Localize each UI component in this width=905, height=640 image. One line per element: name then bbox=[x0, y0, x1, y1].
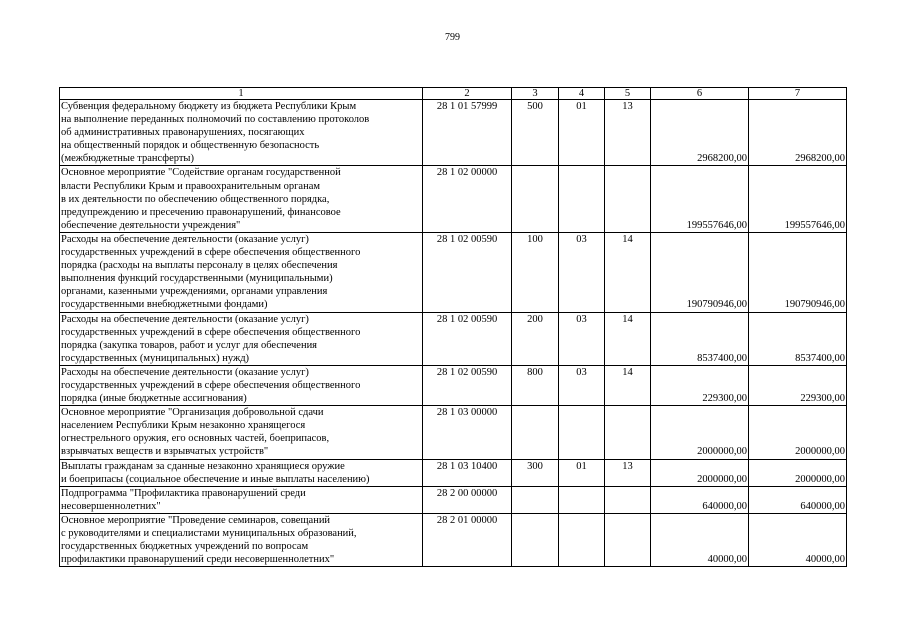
row-name: Основное мероприятие "Содействие органам государственной власти Республики Крым и правоохранительным органам в их деятельности по обеспечению общественного порядка, предупреждению и пресечению правонарушений, финансовое обеспечение деятельности учреждения" bbox=[60, 166, 423, 232]
row-subsection: 13 bbox=[605, 100, 651, 166]
header-col-6: 6 bbox=[651, 88, 749, 100]
table-row bbox=[60, 365, 847, 405]
row-amount-col6: 2968200,00 bbox=[651, 100, 749, 166]
row-target-code: 28 1 02 00590 bbox=[423, 232, 512, 312]
row-amount-col6: 229300,00 bbox=[651, 365, 749, 405]
row-section: 03 bbox=[559, 365, 605, 405]
row-amount-col6: 8537400,00 bbox=[651, 312, 749, 365]
row-name: Выплаты гражданам за сданные незаконно хранящиеся оружие и боеприпасы (социальное обеспечение и иные выплаты населению) bbox=[60, 459, 423, 486]
row-subsection: 14 bbox=[605, 312, 651, 365]
table-row bbox=[60, 100, 847, 166]
row-amount-col6: 190790946,00 bbox=[651, 232, 749, 312]
row-section bbox=[559, 166, 605, 232]
header-col-7: 7 bbox=[749, 88, 847, 100]
row-amount-col6: 2000000,00 bbox=[651, 459, 749, 486]
row-amount-col7: 2000000,00 bbox=[749, 459, 847, 486]
row-target-code: 28 2 01 00000 bbox=[423, 513, 512, 566]
table-row bbox=[60, 513, 847, 566]
row-name: Расходы на обеспечение деятельности (оказание услуг) государственных учреждений в сфере обеспечения общественного порядка (закупка товаров, работ и услуг для обеспечения государственных (муниципальных) нужд) bbox=[60, 312, 423, 365]
row-expense-type bbox=[512, 486, 559, 513]
budget-table bbox=[59, 87, 847, 567]
table-row bbox=[60, 406, 847, 459]
row-target-code: 28 2 00 00000 bbox=[423, 486, 512, 513]
row-expense-type: 300 bbox=[512, 459, 559, 486]
row-amount-col7: 190790946,00 bbox=[749, 232, 847, 312]
row-expense-type: 100 bbox=[512, 232, 559, 312]
row-target-code: 28 1 02 00590 bbox=[423, 312, 512, 365]
row-amount-col6: 40000,00 bbox=[651, 513, 749, 566]
table-row bbox=[60, 232, 847, 312]
row-expense-type: 500 bbox=[512, 100, 559, 166]
row-name: Основное мероприятие "Организация добровольной сдачи населением Республики Крым незаконно хранящегося огнестрельного оружия, его основных частей, боеприпасов, взрывчатых веществ и взрывчатых устройств" bbox=[60, 406, 423, 459]
row-section bbox=[559, 406, 605, 459]
row-amount-col7: 8537400,00 bbox=[749, 312, 847, 365]
row-name: Расходы на обеспечение деятельности (оказание услуг) государственных учреждений в сфере обеспечения общественного порядка (расходы на выплаты персоналу в целях обеспечения выполнения функций государственными (муниципальными) органами, казенными учреждениями, органами управления государственными внебюджетными фондами) bbox=[60, 232, 423, 312]
row-expense-type bbox=[512, 406, 559, 459]
row-name: Расходы на обеспечение деятельности (оказание услуг) государственных учреждений в сфере обеспечения общественного порядка (иные бюджетные ассигнования) bbox=[60, 365, 423, 405]
table-row bbox=[60, 166, 847, 232]
row-amount-col7: 229300,00 bbox=[749, 365, 847, 405]
row-subsection bbox=[605, 406, 651, 459]
row-section: 03 bbox=[559, 312, 605, 365]
row-amount-col6: 2000000,00 bbox=[651, 406, 749, 459]
header-col-1: 1 bbox=[60, 88, 423, 100]
header-col-2: 2 bbox=[423, 88, 512, 100]
row-section: 01 bbox=[559, 459, 605, 486]
row-amount-col7: 40000,00 bbox=[749, 513, 847, 566]
row-target-code: 28 1 01 57999 bbox=[423, 100, 512, 166]
row-name: Основное мероприятие "Проведение семинаров, совещаний с руководителями и специалистами муниципальных образований, государственных бюджетных учреждений по вопросам профилактики правонарушений среди несовершеннолетних" bbox=[60, 513, 423, 566]
row-section bbox=[559, 513, 605, 566]
table-row bbox=[60, 486, 847, 513]
row-expense-type: 800 bbox=[512, 365, 559, 405]
row-target-code: 28 1 03 00000 bbox=[423, 406, 512, 459]
header-col-3: 3 bbox=[512, 88, 559, 100]
row-section bbox=[559, 486, 605, 513]
row-target-code: 28 1 02 00000 bbox=[423, 166, 512, 232]
row-section: 03 bbox=[559, 232, 605, 312]
header-col-4: 4 bbox=[559, 88, 605, 100]
row-subsection bbox=[605, 513, 651, 566]
table-row bbox=[60, 312, 847, 365]
row-expense-type bbox=[512, 513, 559, 566]
row-amount-col7: 199557646,00 bbox=[749, 166, 847, 232]
header-row bbox=[60, 88, 847, 100]
row-subsection bbox=[605, 166, 651, 232]
row-expense-type bbox=[512, 166, 559, 232]
row-subsection: 13 bbox=[605, 459, 651, 486]
table-row bbox=[60, 459, 847, 486]
row-amount-col7: 2968200,00 bbox=[749, 100, 847, 166]
row-section: 01 bbox=[559, 100, 605, 166]
row-subsection: 14 bbox=[605, 232, 651, 312]
page-number: 799 bbox=[445, 32, 460, 43]
header-col-5: 5 bbox=[605, 88, 651, 100]
row-target-code: 28 1 03 10400 bbox=[423, 459, 512, 486]
row-amount-col7: 2000000,00 bbox=[749, 406, 847, 459]
row-amount-col6: 199557646,00 bbox=[651, 166, 749, 232]
row-subsection bbox=[605, 486, 651, 513]
row-amount-col6: 640000,00 bbox=[651, 486, 749, 513]
row-subsection: 14 bbox=[605, 365, 651, 405]
row-amount-col7: 640000,00 bbox=[749, 486, 847, 513]
row-name: Субвенция федеральному бюджету из бюджета Республики Крым на выполнение переданных полномочий по составлению протоколов об административных правонарушениях, посягающих на общественный порядок и общественную безопасность (межбюджетные трансферты) bbox=[60, 100, 423, 166]
row-name: Подпрограмма "Профилактика правонарушений среди несовершеннолетних" bbox=[60, 486, 423, 513]
row-expense-type: 200 bbox=[512, 312, 559, 365]
row-target-code: 28 1 02 00590 bbox=[423, 365, 512, 405]
